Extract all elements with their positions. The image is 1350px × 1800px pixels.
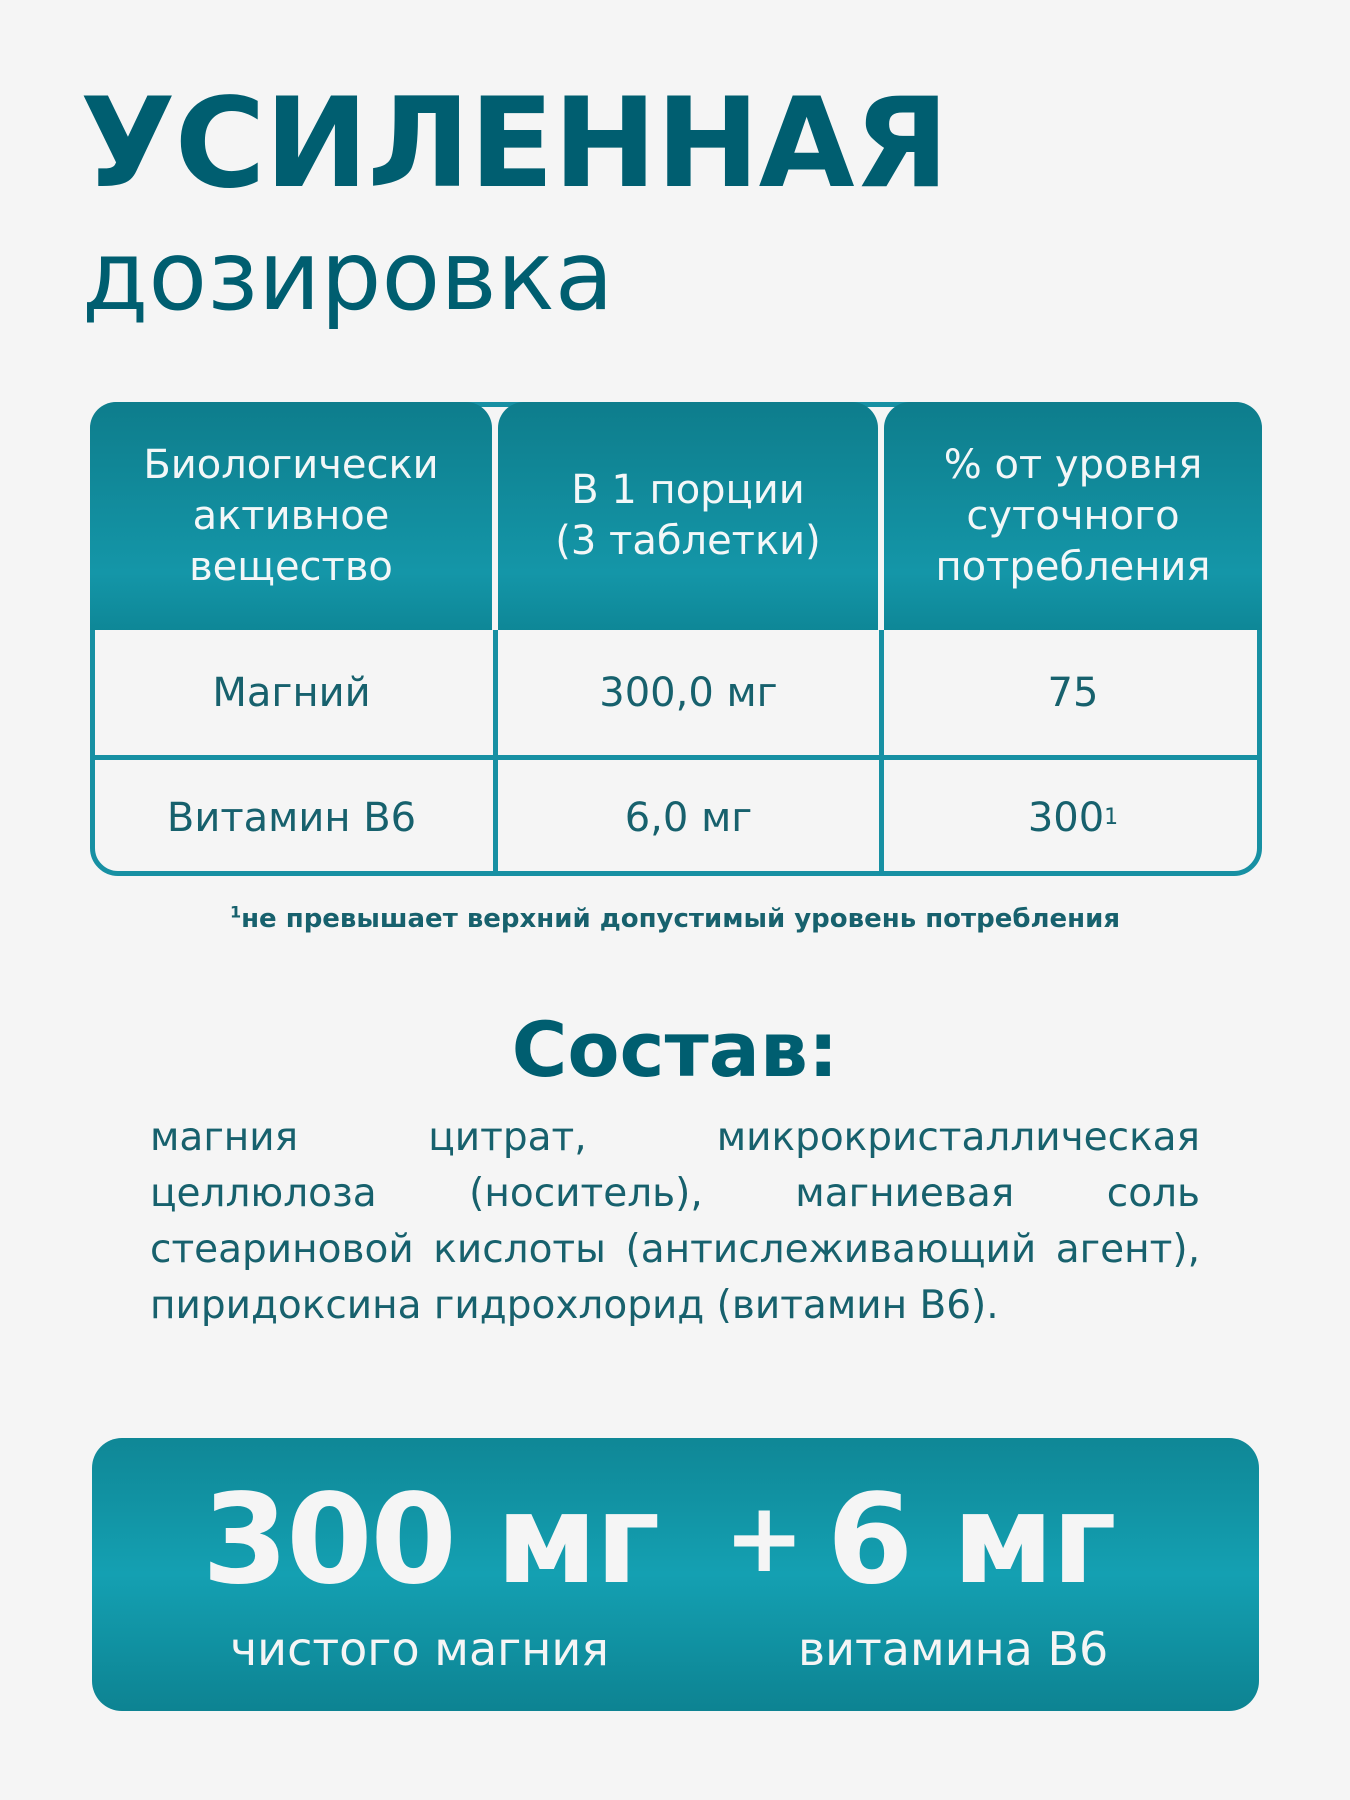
magnesium-caption: чистого магния (230, 1622, 609, 1676)
b6-caption: витамина В6 (798, 1622, 1109, 1676)
cell-text: 6,0 мг (624, 795, 753, 841)
magnesium-dose: 300 мг (202, 1468, 659, 1612)
composition-text: магния цитрат, микрокристаллическая целлюлоза (носитель), магниевая соль стеариновой кислоты (антислеживающий агент), пиридоксина гидрохлорид (витамин В6). (150, 1115, 1200, 1328)
table-header-substance (90, 402, 492, 630)
cell-text: 75 (1047, 669, 1099, 716)
nutrition-table (90, 402, 1262, 876)
table-row-2-portion (498, 760, 879, 876)
plus-sign: + (724, 1482, 803, 1594)
cell-text: Витамин В6 (166, 795, 417, 841)
header-label: В 1 порции (3 таблетки) (555, 467, 821, 564)
table-row-2-substance (90, 760, 493, 876)
heading-subtitle: дозировка (82, 220, 614, 332)
footnote-text: не превышает верхний допустимый уровень потребления (241, 904, 1121, 934)
dosage-banner (92, 1438, 1259, 1711)
cell-text: 300 (1027, 795, 1105, 841)
table-header-portion (498, 402, 878, 630)
footnote-mark: 1 (229, 902, 242, 922)
table-row-1-substance (90, 630, 493, 755)
table-row-2-percent: 300 1 (1027, 795, 1119, 841)
table-row-1-percent (884, 630, 1262, 755)
table-header-percent (884, 402, 1262, 630)
table-footnote (0, 904, 1350, 934)
cell-text: 300,0 мг (599, 669, 778, 716)
cell-text: Магний (212, 669, 371, 716)
heading-title: УСИЛЕННАЯ (80, 72, 949, 216)
b6-dose: 6 мг (827, 1468, 1115, 1612)
table-row-1-portion (498, 630, 879, 755)
header-label: % от уровня суточного потребления (935, 441, 1211, 590)
composition-title: Состав: (511, 1005, 839, 1094)
header-label: Биологически активное вещество (143, 441, 439, 590)
